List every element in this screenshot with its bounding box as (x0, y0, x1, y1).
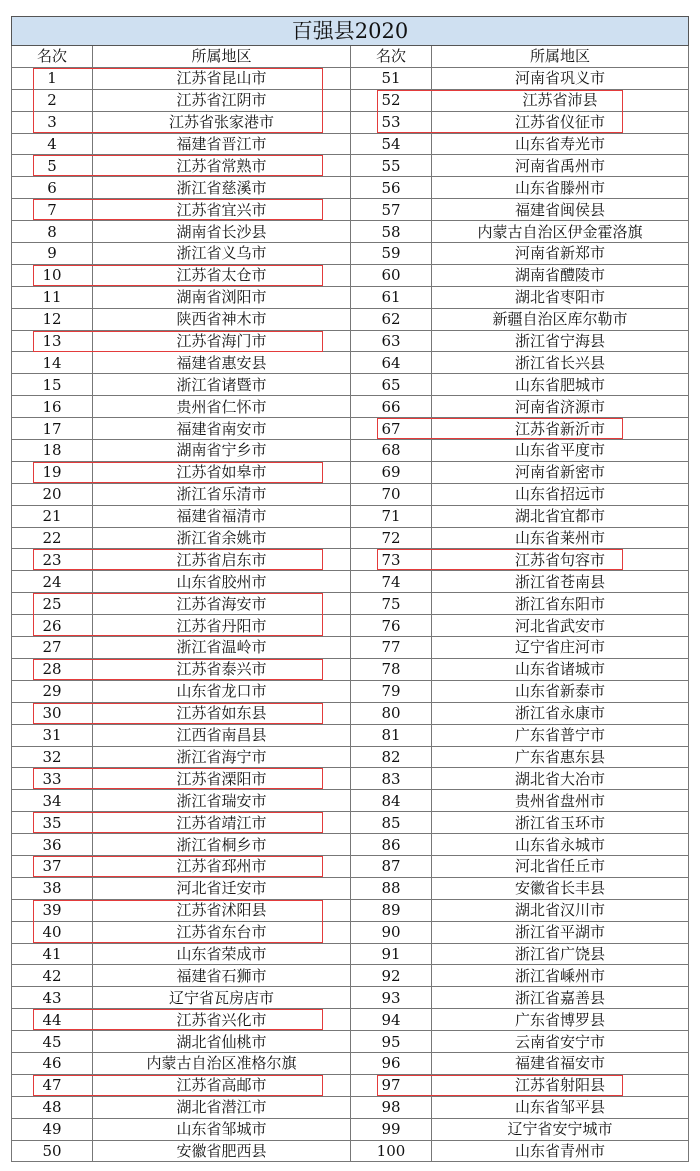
region-cell-right: 浙江省玉环市 (432, 812, 689, 834)
region-cell-right: 山东省新泰市 (432, 680, 689, 702)
rank-cell: 41 (12, 943, 93, 965)
region-cell: 湖北省潜江市 (93, 1096, 351, 1118)
rank-cell: 3 (12, 111, 93, 133)
rank-cell: 33 (12, 768, 93, 790)
region-cell: 江苏省兴化市 (93, 1009, 351, 1031)
rank-cell-right: 90 (351, 921, 432, 943)
region-cell: 湖北省仙桃市 (93, 1031, 351, 1053)
rank-cell-right: 59 (351, 243, 432, 265)
table-row (12, 702, 689, 724)
region-cell-right: 江苏省句容市 (432, 549, 689, 571)
rank-cell-right: 60 (351, 264, 432, 286)
region-cell-right: 广东省惠东县 (432, 746, 689, 768)
table-row (12, 658, 689, 680)
region-cell: 江苏省江阴市 (93, 89, 351, 111)
rank-cell: 16 (12, 396, 93, 418)
rank-cell: 36 (12, 834, 93, 856)
region-cell: 福建省惠安县 (93, 352, 351, 374)
region-cell-right: 山东省寿光市 (432, 133, 689, 155)
region-cell-right: 浙江省广饶县 (432, 943, 689, 965)
table-row (12, 1118, 689, 1140)
region-cell-right: 山东省肥城市 (432, 374, 689, 396)
region-cell: 湖南省长沙县 (93, 221, 351, 243)
table-row (12, 221, 689, 243)
region-cell: 江苏省张家港市 (93, 111, 351, 133)
rank-cell: 6 (12, 177, 93, 199)
rank-cell: 13 (12, 330, 93, 352)
table-row (12, 352, 689, 374)
table-body (12, 67, 689, 1162)
table-row (12, 418, 689, 440)
rank-cell: 12 (12, 308, 93, 330)
rank-cell-right: 76 (351, 615, 432, 637)
rank-cell: 50 (12, 1140, 93, 1162)
rank-cell-right: 64 (351, 352, 432, 374)
table-row (12, 111, 689, 133)
rank-cell-right: 99 (351, 1118, 432, 1140)
rank-cell: 4 (12, 133, 93, 155)
rank-cell: 35 (12, 812, 93, 834)
region-cell: 浙江省桐乡市 (93, 834, 351, 856)
region-cell: 江西省南昌县 (93, 724, 351, 746)
table-row (12, 177, 689, 199)
table-row (12, 987, 689, 1009)
region-cell-right: 山东省滕州市 (432, 177, 689, 199)
region-cell-right: 湖北省宜都市 (432, 505, 689, 527)
region-cell-right: 浙江省嵊州市 (432, 965, 689, 987)
table-row (12, 264, 689, 286)
region-cell: 江苏省沭阳县 (93, 899, 351, 921)
rank-cell: 24 (12, 571, 93, 593)
table-row (12, 243, 689, 265)
table-row (12, 1140, 689, 1162)
region-cell-right: 山东省诸城市 (432, 658, 689, 680)
rank-cell-right: 89 (351, 899, 432, 921)
table-row (12, 724, 689, 746)
region-cell-right: 河南省济源市 (432, 396, 689, 418)
region-cell: 江苏省丹阳市 (93, 615, 351, 637)
region-cell-right: 河南省巩义市 (432, 67, 689, 89)
rank-cell: 23 (12, 549, 93, 571)
rank-cell-right: 83 (351, 768, 432, 790)
region-cell: 辽宁省瓦房店市 (93, 987, 351, 1009)
table-row (12, 155, 689, 177)
rank-cell-right: 55 (351, 155, 432, 177)
region-cell-right: 浙江省东阳市 (432, 593, 689, 615)
region-cell-right: 广东省博罗县 (432, 1009, 689, 1031)
region-cell-right: 湖南省醴陵市 (432, 264, 689, 286)
table-row (12, 199, 689, 221)
region-cell-right: 贵州省盘州市 (432, 790, 689, 812)
region-cell-right: 湖北省汉川市 (432, 899, 689, 921)
rank-cell: 2 (12, 89, 93, 111)
region-cell: 江苏省溧阳市 (93, 768, 351, 790)
table-row (12, 1096, 689, 1118)
region-cell-right: 山东省青州市 (432, 1140, 689, 1162)
rank-cell: 11 (12, 286, 93, 308)
rank-cell-right: 86 (351, 834, 432, 856)
region-cell: 福建省南安市 (93, 418, 351, 440)
rank-cell-right: 92 (351, 965, 432, 987)
region-cell-right: 河南省禹州市 (432, 155, 689, 177)
region-cell: 福建省福清市 (93, 505, 351, 527)
rank-cell-right: 97 (351, 1074, 432, 1096)
region-cell-right: 辽宁省安宁城市 (432, 1118, 689, 1140)
region-cell-right: 江苏省仪征市 (432, 111, 689, 133)
region-cell: 安徽省肥西县 (93, 1140, 351, 1162)
rank-cell: 9 (12, 243, 93, 265)
table-row (12, 549, 689, 571)
rank-cell-right: 51 (351, 67, 432, 89)
table-row (12, 67, 689, 89)
region-cell-right: 江苏省沛县 (432, 89, 689, 111)
region-cell-right: 山东省招远市 (432, 483, 689, 505)
rank-cell: 42 (12, 965, 93, 987)
rank-cell-right: 75 (351, 593, 432, 615)
ranking-table (11, 16, 689, 1162)
region-cell: 湖南省浏阳市 (93, 286, 351, 308)
rank-cell: 39 (12, 899, 93, 921)
rank-cell-right: 80 (351, 702, 432, 724)
region-cell-right: 广东省普宁市 (432, 724, 689, 746)
region-cell: 陕西省神木市 (93, 308, 351, 330)
region-cell: 山东省邹城市 (93, 1118, 351, 1140)
rank-cell: 28 (12, 658, 93, 680)
rank-cell: 40 (12, 921, 93, 943)
rank-cell-right: 93 (351, 987, 432, 1009)
rank-cell-right: 52 (351, 89, 432, 111)
region-cell: 浙江省诸暨市 (93, 374, 351, 396)
rank-cell: 18 (12, 440, 93, 462)
region-cell-right: 浙江省宁海县 (432, 330, 689, 352)
rank-cell-right: 74 (351, 571, 432, 593)
region-cell: 浙江省海宁市 (93, 746, 351, 768)
region-cell: 福建省石狮市 (93, 965, 351, 987)
rank-cell-right: 53 (351, 111, 432, 133)
region-cell: 浙江省慈溪市 (93, 177, 351, 199)
region-cell-right: 福建省闽侯县 (432, 199, 689, 221)
region-cell-right: 辽宁省庄河市 (432, 637, 689, 659)
table-row (12, 89, 689, 111)
rank-cell-right: 98 (351, 1096, 432, 1118)
rank-cell: 14 (12, 352, 93, 374)
table-row (12, 746, 689, 768)
rank-cell: 44 (12, 1009, 93, 1031)
region-cell: 江苏省海门市 (93, 330, 351, 352)
table-row (12, 396, 689, 418)
table-row (12, 1009, 689, 1031)
region-cell: 湖南省宁乡市 (93, 440, 351, 462)
rank-cell: 19 (12, 461, 93, 483)
region-cell: 江苏省海安市 (93, 593, 351, 615)
rank-cell: 1 (12, 67, 93, 89)
rank-cell-right: 66 (351, 396, 432, 418)
table-row (12, 1074, 689, 1096)
table-row (12, 812, 689, 834)
table-row (12, 637, 689, 659)
rank-cell-right: 96 (351, 1052, 432, 1074)
region-cell: 贵州省仁怀市 (93, 396, 351, 418)
region-cell: 江苏省如东县 (93, 702, 351, 724)
rank-cell: 31 (12, 724, 93, 746)
rank-cell-right: 68 (351, 440, 432, 462)
rank-cell-right: 56 (351, 177, 432, 199)
region-cell-right: 浙江省长兴县 (432, 352, 689, 374)
table-row (12, 133, 689, 155)
rank-cell: 34 (12, 790, 93, 812)
rank-cell-right: 94 (351, 1009, 432, 1031)
rank-cell: 8 (12, 221, 93, 243)
table-row (12, 308, 689, 330)
rank-cell: 10 (12, 264, 93, 286)
region-cell-right: 福建省福安市 (432, 1052, 689, 1074)
rank-cell-right: 61 (351, 286, 432, 308)
rank-cell: 22 (12, 527, 93, 549)
table-row (12, 921, 689, 943)
table-row (12, 374, 689, 396)
rank-cell-right: 87 (351, 855, 432, 877)
region-cell-right: 江苏省新沂市 (432, 418, 689, 440)
table-row (12, 680, 689, 702)
rank-cell-right: 78 (351, 658, 432, 680)
rank-cell: 25 (12, 593, 93, 615)
region-cell-right: 云南省安宁市 (432, 1031, 689, 1053)
rank-cell-right: 70 (351, 483, 432, 505)
region-cell: 浙江省余姚市 (93, 527, 351, 549)
region-cell: 山东省胶州市 (93, 571, 351, 593)
region-cell-right: 河南省新密市 (432, 461, 689, 483)
region-cell-right: 江苏省射阳县 (432, 1074, 689, 1096)
rank-cell: 26 (12, 615, 93, 637)
region-cell-right: 湖北省枣阳市 (432, 286, 689, 308)
rank-cell-right: 85 (351, 812, 432, 834)
rank-cell: 45 (12, 1031, 93, 1053)
region-cell-right: 山东省平度市 (432, 440, 689, 462)
region-cell-right: 河北省任丘市 (432, 855, 689, 877)
rank-cell-right: 65 (351, 374, 432, 396)
region-cell-right: 浙江省嘉善县 (432, 987, 689, 1009)
rank-cell-right: 71 (351, 505, 432, 527)
table-row (12, 571, 689, 593)
region-cell-right: 浙江省永康市 (432, 702, 689, 724)
rank-cell: 49 (12, 1118, 93, 1140)
table-row (12, 768, 689, 790)
header-rank: 名次 (12, 46, 93, 68)
rank-cell: 43 (12, 987, 93, 1009)
region-cell-right: 内蒙古自治区伊金霍洛旗 (432, 221, 689, 243)
table-row (12, 943, 689, 965)
table-title: 百强县2020 (12, 17, 689, 46)
rank-cell-right: 57 (351, 199, 432, 221)
table-row (12, 505, 689, 527)
rank-cell: 30 (12, 702, 93, 724)
region-cell: 江苏省启东市 (93, 549, 351, 571)
table-row (12, 461, 689, 483)
table-row (12, 615, 689, 637)
region-cell: 江苏省如皋市 (93, 461, 351, 483)
rank-cell-right: 77 (351, 637, 432, 659)
rank-cell: 29 (12, 680, 93, 702)
rank-cell-right: 67 (351, 418, 432, 440)
table-row (12, 877, 689, 899)
rank-cell-right: 63 (351, 330, 432, 352)
region-cell-right: 新疆自治区库尔勒市 (432, 308, 689, 330)
header-region: 所属地区 (93, 46, 351, 68)
rank-cell: 7 (12, 199, 93, 221)
region-cell: 内蒙古自治区准格尔旗 (93, 1052, 351, 1074)
table-row (12, 965, 689, 987)
region-cell: 福建省晋江市 (93, 133, 351, 155)
table-row (12, 593, 689, 615)
table-row (12, 834, 689, 856)
rank-cell: 37 (12, 855, 93, 877)
region-cell-right: 河南省新郑市 (432, 243, 689, 265)
region-cell-right: 湖北省大冶市 (432, 768, 689, 790)
region-cell: 江苏省东台市 (93, 921, 351, 943)
region-cell-right: 浙江省苍南县 (432, 571, 689, 593)
rank-cell-right: 81 (351, 724, 432, 746)
region-cell: 江苏省邳州市 (93, 855, 351, 877)
rank-cell: 38 (12, 877, 93, 899)
region-cell-right: 浙江省平湖市 (432, 921, 689, 943)
region-cell-right: 山东省邹平县 (432, 1096, 689, 1118)
rank-cell: 5 (12, 155, 93, 177)
rank-cell: 20 (12, 483, 93, 505)
table-row (12, 1031, 689, 1053)
table-row (12, 855, 689, 877)
region-cell: 江苏省高邮市 (93, 1074, 351, 1096)
rank-cell-right: 73 (351, 549, 432, 571)
rank-cell: 32 (12, 746, 93, 768)
header-rank-right: 名次 (351, 46, 432, 68)
region-cell: 浙江省温岭市 (93, 637, 351, 659)
region-cell-right: 安徽省长丰县 (432, 877, 689, 899)
ranking-sheet (11, 16, 688, 1162)
rank-cell: 48 (12, 1096, 93, 1118)
region-cell: 江苏省靖江市 (93, 812, 351, 834)
region-cell: 浙江省瑞安市 (93, 790, 351, 812)
region-cell-right: 山东省永城市 (432, 834, 689, 856)
rank-cell-right: 58 (351, 221, 432, 243)
table-row (12, 440, 689, 462)
rank-cell: 15 (12, 374, 93, 396)
rank-cell-right: 69 (351, 461, 432, 483)
region-cell: 浙江省乐清市 (93, 483, 351, 505)
region-cell: 河北省迁安市 (93, 877, 351, 899)
rank-cell-right: 62 (351, 308, 432, 330)
region-cell-right: 山东省莱州市 (432, 527, 689, 549)
region-cell: 江苏省泰兴市 (93, 658, 351, 680)
rank-cell-right: 100 (351, 1140, 432, 1162)
rank-cell-right: 84 (351, 790, 432, 812)
rank-cell: 47 (12, 1074, 93, 1096)
rank-cell: 46 (12, 1052, 93, 1074)
region-cell: 江苏省常熟市 (93, 155, 351, 177)
rank-cell: 17 (12, 418, 93, 440)
region-cell-right: 河北省武安市 (432, 615, 689, 637)
table-row (12, 286, 689, 308)
header-row (12, 46, 689, 68)
region-cell: 山东省龙口市 (93, 680, 351, 702)
rank-cell-right: 54 (351, 133, 432, 155)
table-row (12, 899, 689, 921)
rank-cell-right: 88 (351, 877, 432, 899)
table-row (12, 1052, 689, 1074)
region-cell: 江苏省太仓市 (93, 264, 351, 286)
table-row (12, 330, 689, 352)
rank-cell-right: 72 (351, 527, 432, 549)
rank-cell-right: 91 (351, 943, 432, 965)
table-row (12, 527, 689, 549)
region-cell: 浙江省义乌市 (93, 243, 351, 265)
region-cell: 江苏省宜兴市 (93, 199, 351, 221)
rank-cell: 21 (12, 505, 93, 527)
rank-cell-right: 95 (351, 1031, 432, 1053)
header-region-right: 所属地区 (432, 46, 689, 68)
table-row (12, 790, 689, 812)
rank-cell-right: 79 (351, 680, 432, 702)
rank-cell-right: 82 (351, 746, 432, 768)
region-cell: 江苏省昆山市 (93, 67, 351, 89)
region-cell: 山东省荣成市 (93, 943, 351, 965)
table-row (12, 483, 689, 505)
rank-cell: 27 (12, 637, 93, 659)
